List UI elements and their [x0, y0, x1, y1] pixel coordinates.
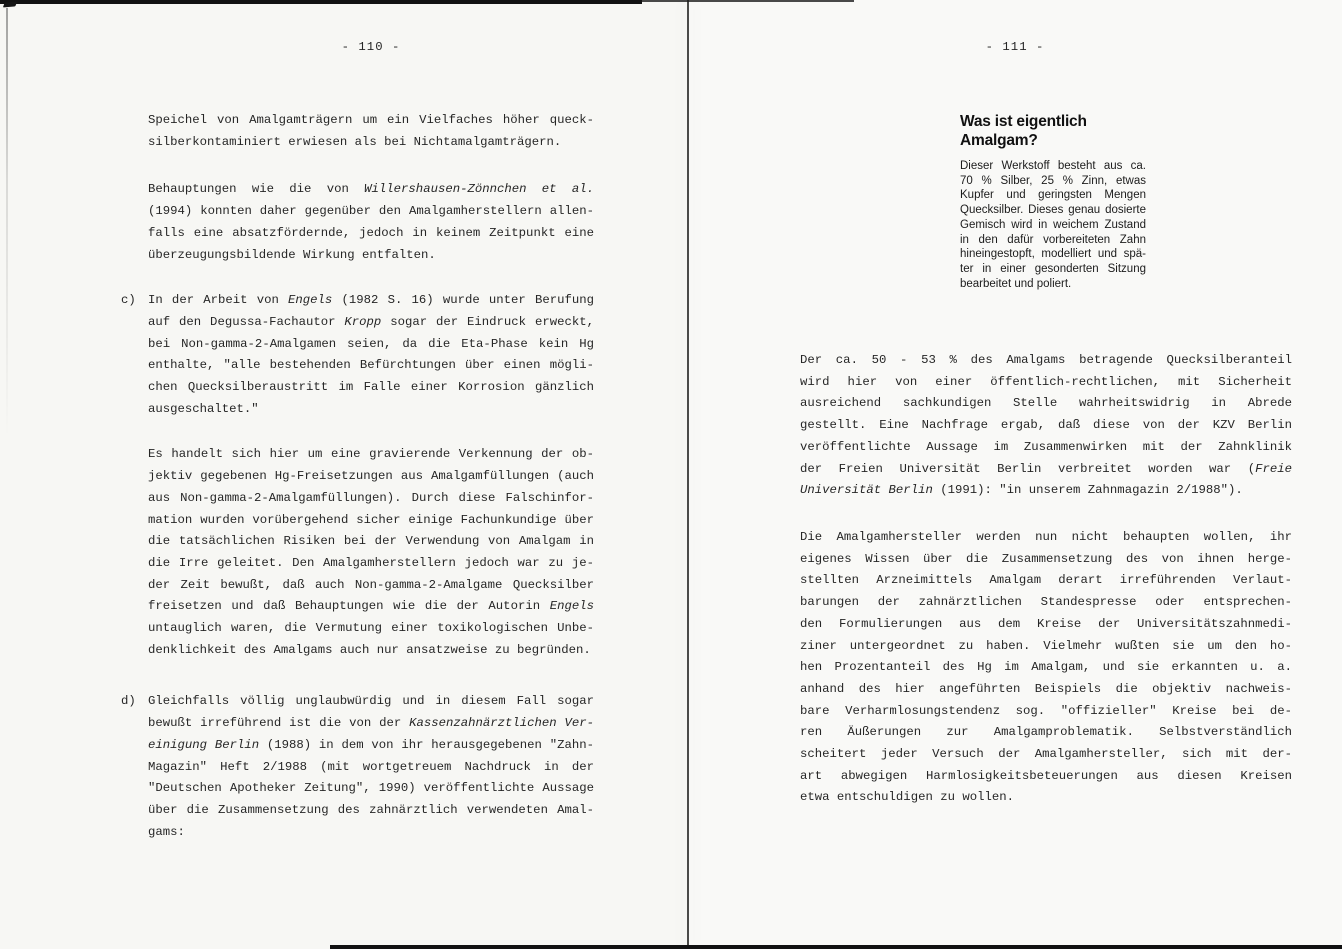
amalgam-infobox [960, 112, 1146, 291]
infobox-body: Dieser Werkstoff besteht aus ca. 70 % Silber, 25 % Zinn, etwas Kupfer und geringsten Mengen Quecksilber. Dieses genau dosierte Gemisch wird in weichem Zustand in den dafür vorbereiteten Zahn hineingestopft, modelliert und spä- ter in einer gesonderten Sitzung bearbeitet und poliert. [960, 160, 1146, 290]
paragraph-text: Der ca. 50 - 53 % des Amalgams betragende Quecksilberanteil wird hier von einer öffentlich-rechtlichen, mit Sicherheit ausreichend sachkundigen Stelle wahrheitswidrig in Abrede gestellt. Eine Nachfrage ergab, daß diese von der KZV Berlin veröffentlichte Aussage im Zusammenwirken mit der Zahnklinik der Freien Universität Berlin verbreitet worden war (Freie Universität Berlin (1991): "in unserem Zahnmagazin 2/1988"). [800, 353, 1292, 498]
paragraph [800, 350, 1292, 502]
paragraph [148, 444, 594, 661]
list-item-d [121, 691, 595, 843]
paragraph-text: Behauptungen wie die von Willershausen-Zönnchen et al. (1994) konnten daher gegenüber den Amalgamherstellern allen- falls eine absatzfördernde, jedoch in keinem Zeitpunkt eine überzeugungsbildende Wirkung entfalten. [148, 182, 594, 262]
scan-artifact-top-bar [0, 0, 642, 4]
paragraph [800, 527, 1292, 809]
infobox-title: Was ist eigentlich Amalgam? [960, 113, 1087, 149]
paragraph-text: Es handelt sich hier um eine gravierende Verkennung der ob- jektiv gegebenen Hg-Freisetzungen aus Amalgamfüllungen (auch aus Non-gamma-2-Amalgamfüllungen). Durch diese Falschinfor- mation wurden vorübergehend sicher einige Fachunkundige über die tatsächlichen Risiken bei der Verwendung von Amalgam in die Irre geleitet. Den Amalgamherstellern jedoch war zu je- der Zeit bewußt, daß auch Non-gamma-2-Amalgame Quecksilber freisetzen und daß Behauptungen wie die der Autorin Engels untauglich waren, die Vermutung einer toxikologischen Unbe- denklichkeit des Amalgams auch nur ansatzweise zu begründen. [148, 447, 594, 657]
list-item-c [121, 290, 595, 420]
page-gutter-divider [687, 0, 689, 949]
scan-artifact-top-bar-faint [642, 0, 854, 2]
paragraph [148, 110, 594, 153]
paragraph-text: Die Amalgamhersteller werden nun nicht behaupten wollen, ihr eigenes Wissen über die Zusammensetzung des von ihnen herge- stellten Arzneimittels Amalgam derart irreführenden Verlaut- barungen der zahnärztlichen Standespresse oder entsprechen- den Formulierungen aus dem Kreise der Universitätszahnmedi- ziner untergeordnet zu haben. Vielmehr wußten sie um den ho- hen Prozentanteil des Hg im Amalgam, und sie erkannten u. a. anhand des hier angeführten Beispiels die objektiv nachweis- bare Verharmlosungstendenz sog. "offizieller" Kreise bei de- ren Äußerungen zur Amalgamproblematik. Selbstverständlich scheitert jeder Versuch der Amalgamhersteller, sich mit der- art abwegigen Harmlosigkeitsbeteuerungen aus diesen Kreisen etwa entschuldigen zu wollen. [800, 530, 1292, 805]
page-number-111: - 111 - [985, 40, 1045, 54]
list-marker-c: c) [121, 293, 136, 308]
scan-artifact-fold-line [6, 8, 8, 438]
list-marker-d: d) [121, 694, 136, 709]
paragraph [148, 179, 594, 266]
page-number-110: - 110 - [341, 40, 401, 54]
page-110-text-column [121, 110, 595, 843]
paragraph-text: Speichel von Amalgamträgern um ein Vielfaches höher queck- silberkontaminiert erwiesen als bei Nichtamalgamträgern. [148, 113, 594, 149]
scan-artifact-bottom-bar [330, 945, 1342, 949]
paragraph-text: Gleichfalls völlig unglaubwürdig und in diesem Fall sogar bewußt irreführend ist die von der Kassenzahnärztlichen Ver- einigung Berlin (1988) in dem von ihr herausgegebenen "Zahn- Magazin" Heft 2/1988 (mit wortgetreuem Nachdruck in der "Deutschen Apotheker Zeitung", 1990) veröffentlichte Aussage über die Zusammensetzung des zahnärztlich verwendeten Amal- gams: [148, 694, 595, 839]
paragraph-text: In der Arbeit von Engels (1982 S. 16) wurde unter Berufung auf den Degussa-Fachautor Kropp sogar der Eindruck erweckt, bei Non-gamma-2-Amalgamen seien, da die Eta-Phase kein Hg enthalte, "alle bestehenden Befürchtungen über einen mögli- chen Quecksilberaustritt im Falle einer Korrosion gänzlich ausgeschaltet." [148, 293, 595, 416]
